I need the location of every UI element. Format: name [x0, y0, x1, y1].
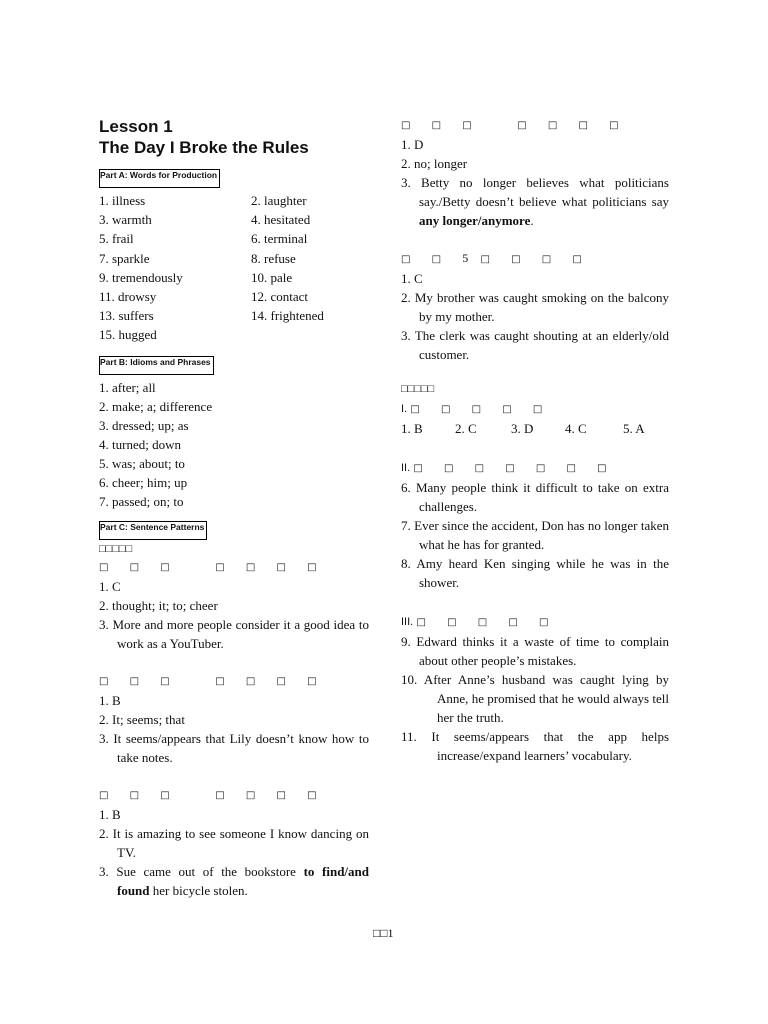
answer: 11. It seems/appears that the app helps increase/expand learners’ vocabulary.: [401, 729, 669, 763]
lesson-title: The Day I Broke the Rules: [99, 138, 309, 157]
heading-boxes: □ □ □ □ □ □ □: [413, 463, 616, 474]
answer: 1. B: [401, 421, 423, 436]
answer: 4. C: [565, 421, 587, 436]
mc-answers: [401, 419, 669, 438]
answer: 7. Ever since the accident, Don has no longer taken what he has for granted.: [401, 518, 669, 552]
answer: 2. It; seems; that: [99, 711, 185, 727]
section-1-heading: [401, 398, 669, 419]
answer-text: 3. Betty no longer believes what politicians say./Betty doesn’t believe what politicians say: [401, 175, 669, 209]
list-item: 8. refuse: [251, 250, 296, 266]
answer: 3. The clerk was caught shouting at an elderly/old customer.: [401, 328, 669, 362]
answer: 1. B: [99, 692, 121, 708]
part-a-list: [99, 191, 369, 345]
list-item: 11. drowsy: [99, 289, 157, 305]
list-item: 14. frightened: [251, 308, 324, 324]
list-item: 12. contact: [251, 289, 309, 305]
part-a-heading: Part A: Words for Production: [99, 169, 220, 188]
answer: 2. It is amazing to see someone I know dancing on TV.: [99, 825, 369, 860]
list-item: 7. passed; on; to: [99, 493, 184, 509]
section-label: II.: [401, 462, 411, 474]
part-c-subheading: □□□□□: [99, 542, 133, 555]
list-item: 1. illness: [99, 193, 146, 208]
answer: 3. It seems/appears that Lily doesn’t know how to take notes.: [99, 730, 369, 765]
review-heading: □□□□□: [401, 383, 435, 395]
answer: [401, 173, 669, 230]
answer: [99, 862, 369, 900]
list-item: 13. suffers: [99, 308, 154, 324]
list-item: 7. sparkle: [99, 250, 150, 266]
list-item: 15. hugged: [99, 327, 157, 343]
answer-text: 3. Sue came out of the bookstore: [99, 863, 304, 879]
list-item: 5. was; about; to: [99, 455, 185, 471]
answer: 1. D: [401, 137, 424, 152]
list-item: 4. turned; down: [99, 436, 181, 452]
pattern-2-heading: □ □ □ □ □ □ □: [99, 675, 326, 687]
answer: 2. no; longer: [401, 156, 468, 171]
section-label: I.: [401, 403, 408, 415]
list-item: 2. laughter: [251, 193, 307, 208]
answer: 5. A: [623, 421, 645, 436]
answer: 3. D: [511, 421, 534, 436]
list-item: 2. make; a; difference: [99, 398, 213, 414]
section-3-heading: [401, 611, 669, 632]
list-item: 10. pale: [251, 269, 293, 285]
heading-boxes: □ □ □ □ □: [410, 404, 552, 415]
part-b-list: [99, 378, 369, 511]
answer: 2. My brother was caught smoking on the balcony by my mother.: [401, 290, 669, 324]
page-number: □□1: [373, 926, 394, 940]
answer: 6. Many people think it difficult to take on extra challenges.: [401, 480, 669, 514]
answer: 9. Edward thinks it a waste of time to complain about other people’s mistakes.: [401, 634, 669, 668]
heading-number: 5: [462, 251, 469, 265]
right-column: [401, 116, 669, 765]
list-item: 1. after; all: [99, 379, 156, 395]
heading-boxes: □ □ □ □ □: [416, 617, 558, 628]
section-label: III.: [401, 616, 414, 628]
answer: 1. C: [99, 578, 121, 594]
answer-text: .: [530, 213, 534, 228]
list-item: 6. cheer; him; up: [99, 474, 188, 490]
pattern-3-heading: □ □ □ □ □ □ □: [99, 789, 326, 801]
list-item: 4. hesitated: [251, 212, 311, 228]
part-c-heading: Part C: Sentence Patterns: [99, 521, 207, 540]
pattern-1-heading: □ □ □ □ □ □ □: [99, 561, 326, 573]
answer: 10. After Anne’s husband was caught lying by Anne, he promised that he would always tell her the truth.: [401, 672, 669, 725]
lesson-number: Lesson 1: [99, 117, 173, 136]
answer: 1. B: [99, 806, 121, 822]
list-item: 3. dressed; up; as: [99, 417, 189, 433]
pattern-5-heading: [401, 249, 669, 269]
answer: 2. thought; it; to; cheer: [99, 597, 218, 613]
list-item: 9. tremendously: [99, 269, 183, 285]
answer-bold-text: to find/and found: [117, 863, 369, 898]
heading-boxes: □ □: [401, 254, 463, 265]
list-item: 5. frail: [99, 231, 134, 247]
pattern-4-heading: □ □ □ □ □ □ □: [401, 120, 628, 131]
list-item: 3. warmth: [99, 212, 152, 228]
answer: 1. C: [401, 271, 423, 286]
heading-boxes: □ □ □ □: [468, 254, 591, 265]
answer: 3. More and more people consider it a good idea to work as a YouTuber.: [99, 616, 369, 651]
answer-text: her bicycle stolen.: [149, 882, 248, 898]
section-2-heading: [401, 457, 669, 478]
list-item: 6. terminal: [251, 231, 308, 247]
part-b-heading: Part B: Idioms and Phrases: [99, 356, 214, 375]
answer: 8. Amy heard Ken singing while he was in the shower.: [401, 556, 669, 590]
answer: 2. C: [455, 421, 477, 436]
answer-bold-text: any longer/anymore: [419, 213, 531, 228]
left-column: [99, 116, 369, 900]
